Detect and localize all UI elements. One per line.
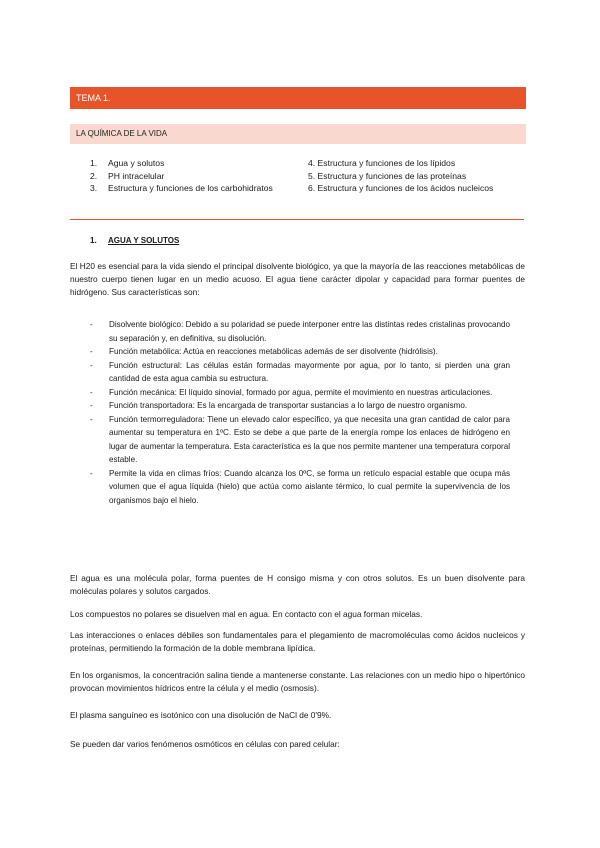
tema-header: TEMA 1. [70,87,526,109]
body-paragraph: Los compuestos no polares se disuelven mal en agua. En contacto con el agua forman micelas. [70,609,423,619]
list-item [90,467,510,508]
list-item [90,345,510,359]
list-item-text: Función mecánica: El líquido sinovial, formado por agua, permite el movimiento en nuestras articulaciones. [109,387,493,397]
list-dash: - [90,387,93,397]
toc-label: Estructura y funciones de los carbohidratos [108,183,273,193]
toc-item [90,182,273,195]
toc-number: 3. [90,183,98,193]
list-dash: - [90,401,93,410]
toc-item [90,157,273,170]
list-item-text: Disolvente biológico: Debido a su polaridad se puede interponer entre las distintas redes cristalinas provocando su separación y, en definitiva, su disolución. [109,320,510,343]
list-item-text: Función estructural: Las células están formadas mayormente por agua, por lo tanto, si pierden una gran cantidad de esta agua cambia su estructura. [109,360,510,383]
body-paragraph: Las interacciones o enlaces débiles son fundamentales para el plegamiento de macromoléculas como ácidos nucleicos y proteínas, permitiendo la formación de la doble membrana lipídica. [70,630,525,653]
list-item [90,413,510,467]
toc-label: PH intracelular [108,170,165,181]
section-divider [70,219,524,220]
toc-number: 2. [90,170,98,181]
body-paragraph: Se pueden dar varios fenómenos osmóticos en células con pared celular: [70,739,340,749]
list-dash: - [90,347,93,356]
list-dash: - [90,320,93,329]
table-of-contents-left [90,157,273,195]
list-item-text: Función metabólica: Actúa en reacciones metabólicas además de ser disolvente (hidrólisis). [109,347,438,356]
body-paragraph: El plasma sanguíneo es isotónico con una disolución de NaCl de 0'9%. [70,710,332,720]
section-heading [90,236,179,245]
list-dash: - [90,468,93,478]
list-dash: - [90,414,93,424]
table-of-contents-right [308,157,493,195]
list-item-text: Función transportadora: Es la encargada de transportar sustancias a lo largo de nuestro organismo. [109,401,468,410]
list-item [90,318,510,345]
list-item [90,386,510,400]
toc-item [90,170,273,183]
characteristics-list [90,318,510,507]
body-paragraph: En los organismos, la concentración salina tiende a mantenerse constante. Las relaciones con un medio hipo o hipertónico provocan movimientos hídricos entre la célula y el medio (osmosis). [70,670,525,693]
section-title: AGUA Y SOLUTOS [108,236,180,245]
list-item [90,399,510,413]
list-item-text: Función termorreguladora: Tiene un elevado calor específico, ya que necesita una gran cantidad de calor para aumentar su temperatura en 1ºC. Esto se debe a que parte de la energía rompe los enlaces de hidrógeno en lugar de aumentar la temperatura. Esta característica es la que nos permite mantener una temperatura corporal estable. [109,414,510,464]
intro-paragraph: El H20 es esencial para la vida siendo el principal disolvente biológico, ya que la mayoría de las reacciones metabólicas de nuestro cuerpo tienen lugar en un medio acuoso. El agua tiene carácter dipolar y capacidad para formar puentes de hidrógeno. Sus características son: [70,261,525,297]
body-paragraph: El agua es una molécula polar, forma puentes de H consigo misma y con otros solutos. Es un buen disolvente para moléculas polares y solutos cargados. [70,573,525,596]
toc-item: 4. Estructura y funciones de los lípidos [308,158,456,168]
toc-label: Agua y solutos [108,158,165,168]
list-item [90,359,510,386]
section-number: 1. [90,236,97,245]
toc-number: 1. [90,158,98,168]
toc-item: 6. Estructura y funciones de los ácidos nucleicos [308,183,494,193]
chapter-subtitle: LA QUÍMICA DE LA VIDA [70,124,526,144]
list-dash: - [90,360,93,370]
list-item-text: Permite la vida en climas fríos: Cuando alcanza los 0ºC, se forma un retículo espacial estable que ocupa más volumen que el agua líquida (hielo) que actúa como aislante térmico, lo cual permite la supervivencia de los organismos bajo el hielo. [109,468,510,505]
toc-item: 5. Estructura y funciones de las proteínas [308,170,467,181]
